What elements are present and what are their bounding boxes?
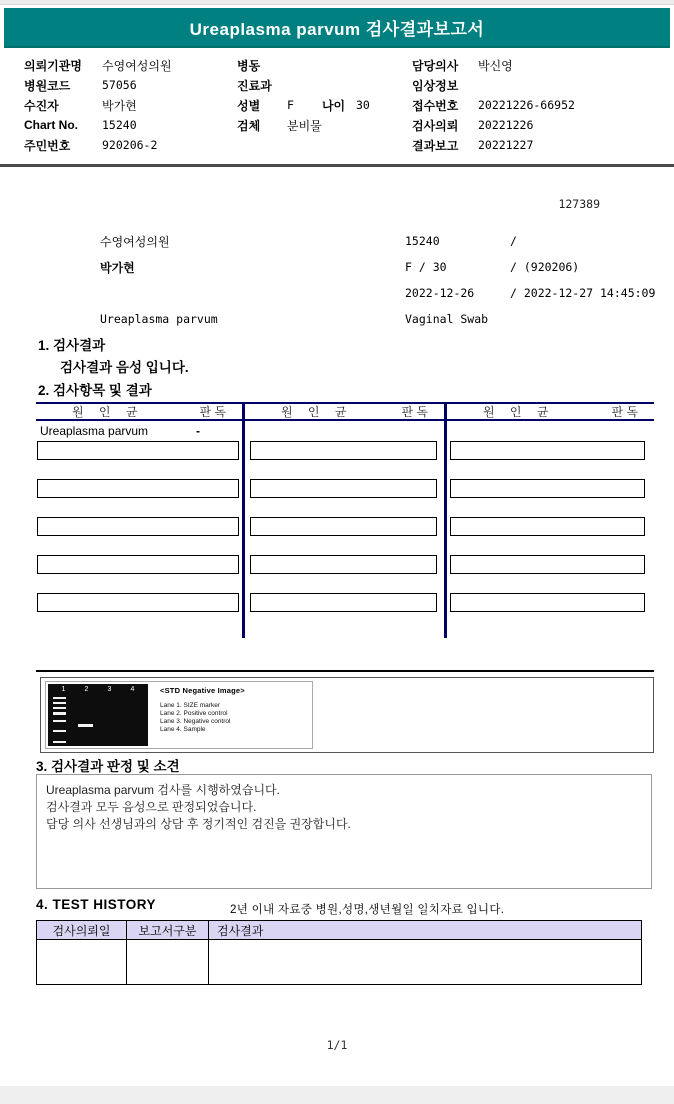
info-value: 박가현 [102,98,137,113]
empty-result-box [250,441,437,460]
results-group-2 [245,402,444,638]
pathogen-column-header: 원 인 균 [281,405,353,419]
section3-title: 3. 검사결과 판정 및 소견 [36,759,180,774]
summary-test-name: Ureaplasma parvum [100,312,218,326]
gel-band [53,741,66,743]
info-row-doctor [412,55,670,75]
gel-lane-label: Lane 2. Positive control [160,710,228,717]
pathogen-column-header: 원 인 균 [72,405,144,419]
info-value: 20221226 [478,118,534,132]
empty-result-box [37,593,239,612]
info-value: 박신영 [478,58,513,73]
result-row-ureaplasma-parvum [36,421,242,441]
summary-test [100,306,218,332]
empty-result-box [450,517,645,536]
info-label: 병원코드 [24,78,71,93]
summary-chart-no: 15240 [405,234,440,248]
summary-chart-row [405,228,667,254]
summary-dates-row [405,280,667,306]
gel-band [53,730,66,732]
info-row-request-date [412,115,670,135]
summary-hospital [100,228,218,254]
summary-sex-age: F / 30 [405,260,447,274]
info-label: 의뢰기관명 [24,58,82,73]
info-row-institution [24,55,236,75]
history-cell [127,940,209,985]
gel-lane-number: 2 [84,686,89,693]
gel-image-container [40,677,654,753]
empty-result-box [250,555,437,574]
header-divider-line [0,164,674,167]
info-column-middle [237,55,409,135]
info-label: 병동 [237,58,261,73]
info-row-sex-age [237,95,409,115]
section1-result-line: 검사결과 음성 입니다. [60,360,189,375]
summary-patient-name: 박가현 [100,260,135,275]
info-value: 57056 [102,78,137,92]
document-number: 127389 [558,197,600,211]
empty-result-box [37,441,239,460]
info-label: 주민번호 [24,138,71,153]
info-value: 20221226-66952 [478,98,575,112]
findings-line: 담당 의사 선생님과의 상담 후 정기적인 검진을 권장합니다. [46,817,351,831]
test-history-table [36,920,642,985]
gel-lane-labels [160,702,310,734]
info-value-sex: F [287,98,294,112]
info-label-age: 나이 [321,98,346,113]
summary-patient [100,254,218,280]
history-header-result: 검사결과 [209,921,642,940]
results-group-3 [447,402,654,638]
summary-left-column [100,228,218,332]
gel-band-positive-control [78,724,93,727]
section1-title: 1. 검사결과 [38,338,106,353]
info-row-ward [237,55,409,75]
gel-lane-numbers [48,684,148,693]
test-history-note: 2년 이내 자료중 병원,성명,생년월일 일치자료 입니다. [230,904,505,916]
info-value: 15240 [102,118,137,132]
info-row-chart-no [24,115,236,135]
gel-band [53,702,66,704]
results-header [36,402,242,421]
results-table [36,402,654,638]
summary-request-date: 2022-12-26 [405,286,475,300]
gel-image-frame [45,681,313,749]
info-column-left [24,55,236,155]
history-cell [209,940,642,985]
info-label: 결과보고 [412,138,459,153]
summary-empty-row [100,280,218,306]
summary-chart-slash: / [510,234,517,248]
info-value: 분비물 [287,118,322,133]
info-row-resident-no [24,135,236,155]
summary-right-column [405,228,667,332]
gel-band [53,707,66,709]
empty-result-box [37,555,239,574]
history-empty-row [37,940,642,985]
gel-lane-label: Lane 3. Negative control [160,718,231,725]
gel-electrophoresis-image [48,684,148,746]
empty-result-box [250,593,437,612]
findings-box [36,774,652,889]
section2-title: 2. 검사항목 및 결과 [38,383,152,398]
empty-result-box [450,555,645,574]
history-header-row [37,921,642,940]
summary-hospital-name: 수영여성의원 [100,234,170,249]
empty-result-box [37,517,239,536]
gel-lane-label: Lane 1. SIZE marker [160,702,220,709]
reading-column-header: 판 독 [401,405,428,419]
info-value: 920206-2 [102,138,158,152]
summary-report-datetime: / 2022-12-27 14:45:09 [510,286,656,300]
empty-result-box [250,517,437,536]
info-row-report-date [412,135,670,155]
empty-result-box [250,479,437,498]
gel-lane-number: 1 [61,686,66,693]
info-row-clinical-info [412,75,670,95]
result-pathogen-name: Ureaplasma parvum [40,424,149,438]
gel-caption: <STD Negative Image> [160,686,245,695]
info-label: 접수번호 [412,98,459,113]
empty-result-box [450,593,645,612]
info-row-hospital-code [24,75,236,95]
info-label: 담당의사 [412,58,459,73]
result-reading-value: - [196,424,200,438]
bottom-strip [0,1086,674,1104]
report-title-bar [4,8,670,48]
gel-band [53,720,66,722]
page-title: Ureaplasma parvum 검사결과보고서 [189,19,485,39]
empty-result-box [450,441,645,460]
gel-band [53,712,66,715]
info-value: 수영여성의원 [102,58,172,73]
history-cell [37,940,127,985]
reading-column-header: 판 독 [611,405,638,419]
reading-column-header: 판 독 [199,405,226,419]
info-row-accession-no [412,95,670,115]
findings-line: 검사결과 모두 음성으로 판정되었습니다. [46,800,257,814]
info-label: 검체 [237,118,261,133]
info-label: 수진자 [24,98,59,113]
gel-lane-number: 4 [130,686,135,693]
gel-lane-label: Lane 4. Sample [160,726,206,733]
info-label: 검사의뢰 [412,118,459,133]
info-label: 진료과 [237,78,272,93]
findings-line: Ureaplasma parvum 검사를 시행하였습니다. [46,783,280,797]
info-row-department [237,75,409,95]
info-value: 20221227 [478,138,534,152]
summary-specimen-type: Vaginal Swab [405,312,489,326]
results-group-1 [36,402,242,638]
info-label: 임상정보 [412,78,459,93]
gel-lane-number: 3 [107,686,112,693]
page-number: 1/1 [326,1038,348,1052]
info-row-specimen [237,115,409,135]
gel-band [53,697,66,699]
info-row-patient [24,95,236,115]
pathogen-column-header: 원 인 균 [483,405,555,419]
info-column-right [412,55,670,155]
summary-birth: / (920206) [510,260,580,274]
summary-sex-age-row [405,254,667,280]
info-label: 성별 [237,98,261,113]
empty-result-row [447,421,654,441]
history-header-report-type: 보고서구분 [127,921,209,940]
gel-legend [160,686,310,734]
empty-result-box [450,479,645,498]
patient-summary-section [0,228,674,328]
empty-result-row [245,421,444,441]
results-header [447,402,654,421]
empty-result-box [37,479,239,498]
summary-specimen-row [405,306,667,332]
top-strip [0,0,674,5]
info-label: Chart No. [24,118,78,132]
history-header-request-date: 검사의뢰일 [37,921,127,940]
results-header [245,402,444,421]
header-info-section [0,55,674,160]
gel-section-divider [36,670,654,672]
info-value-age: 30 [355,98,370,112]
section4-title: 4. TEST HISTORY [36,897,157,912]
